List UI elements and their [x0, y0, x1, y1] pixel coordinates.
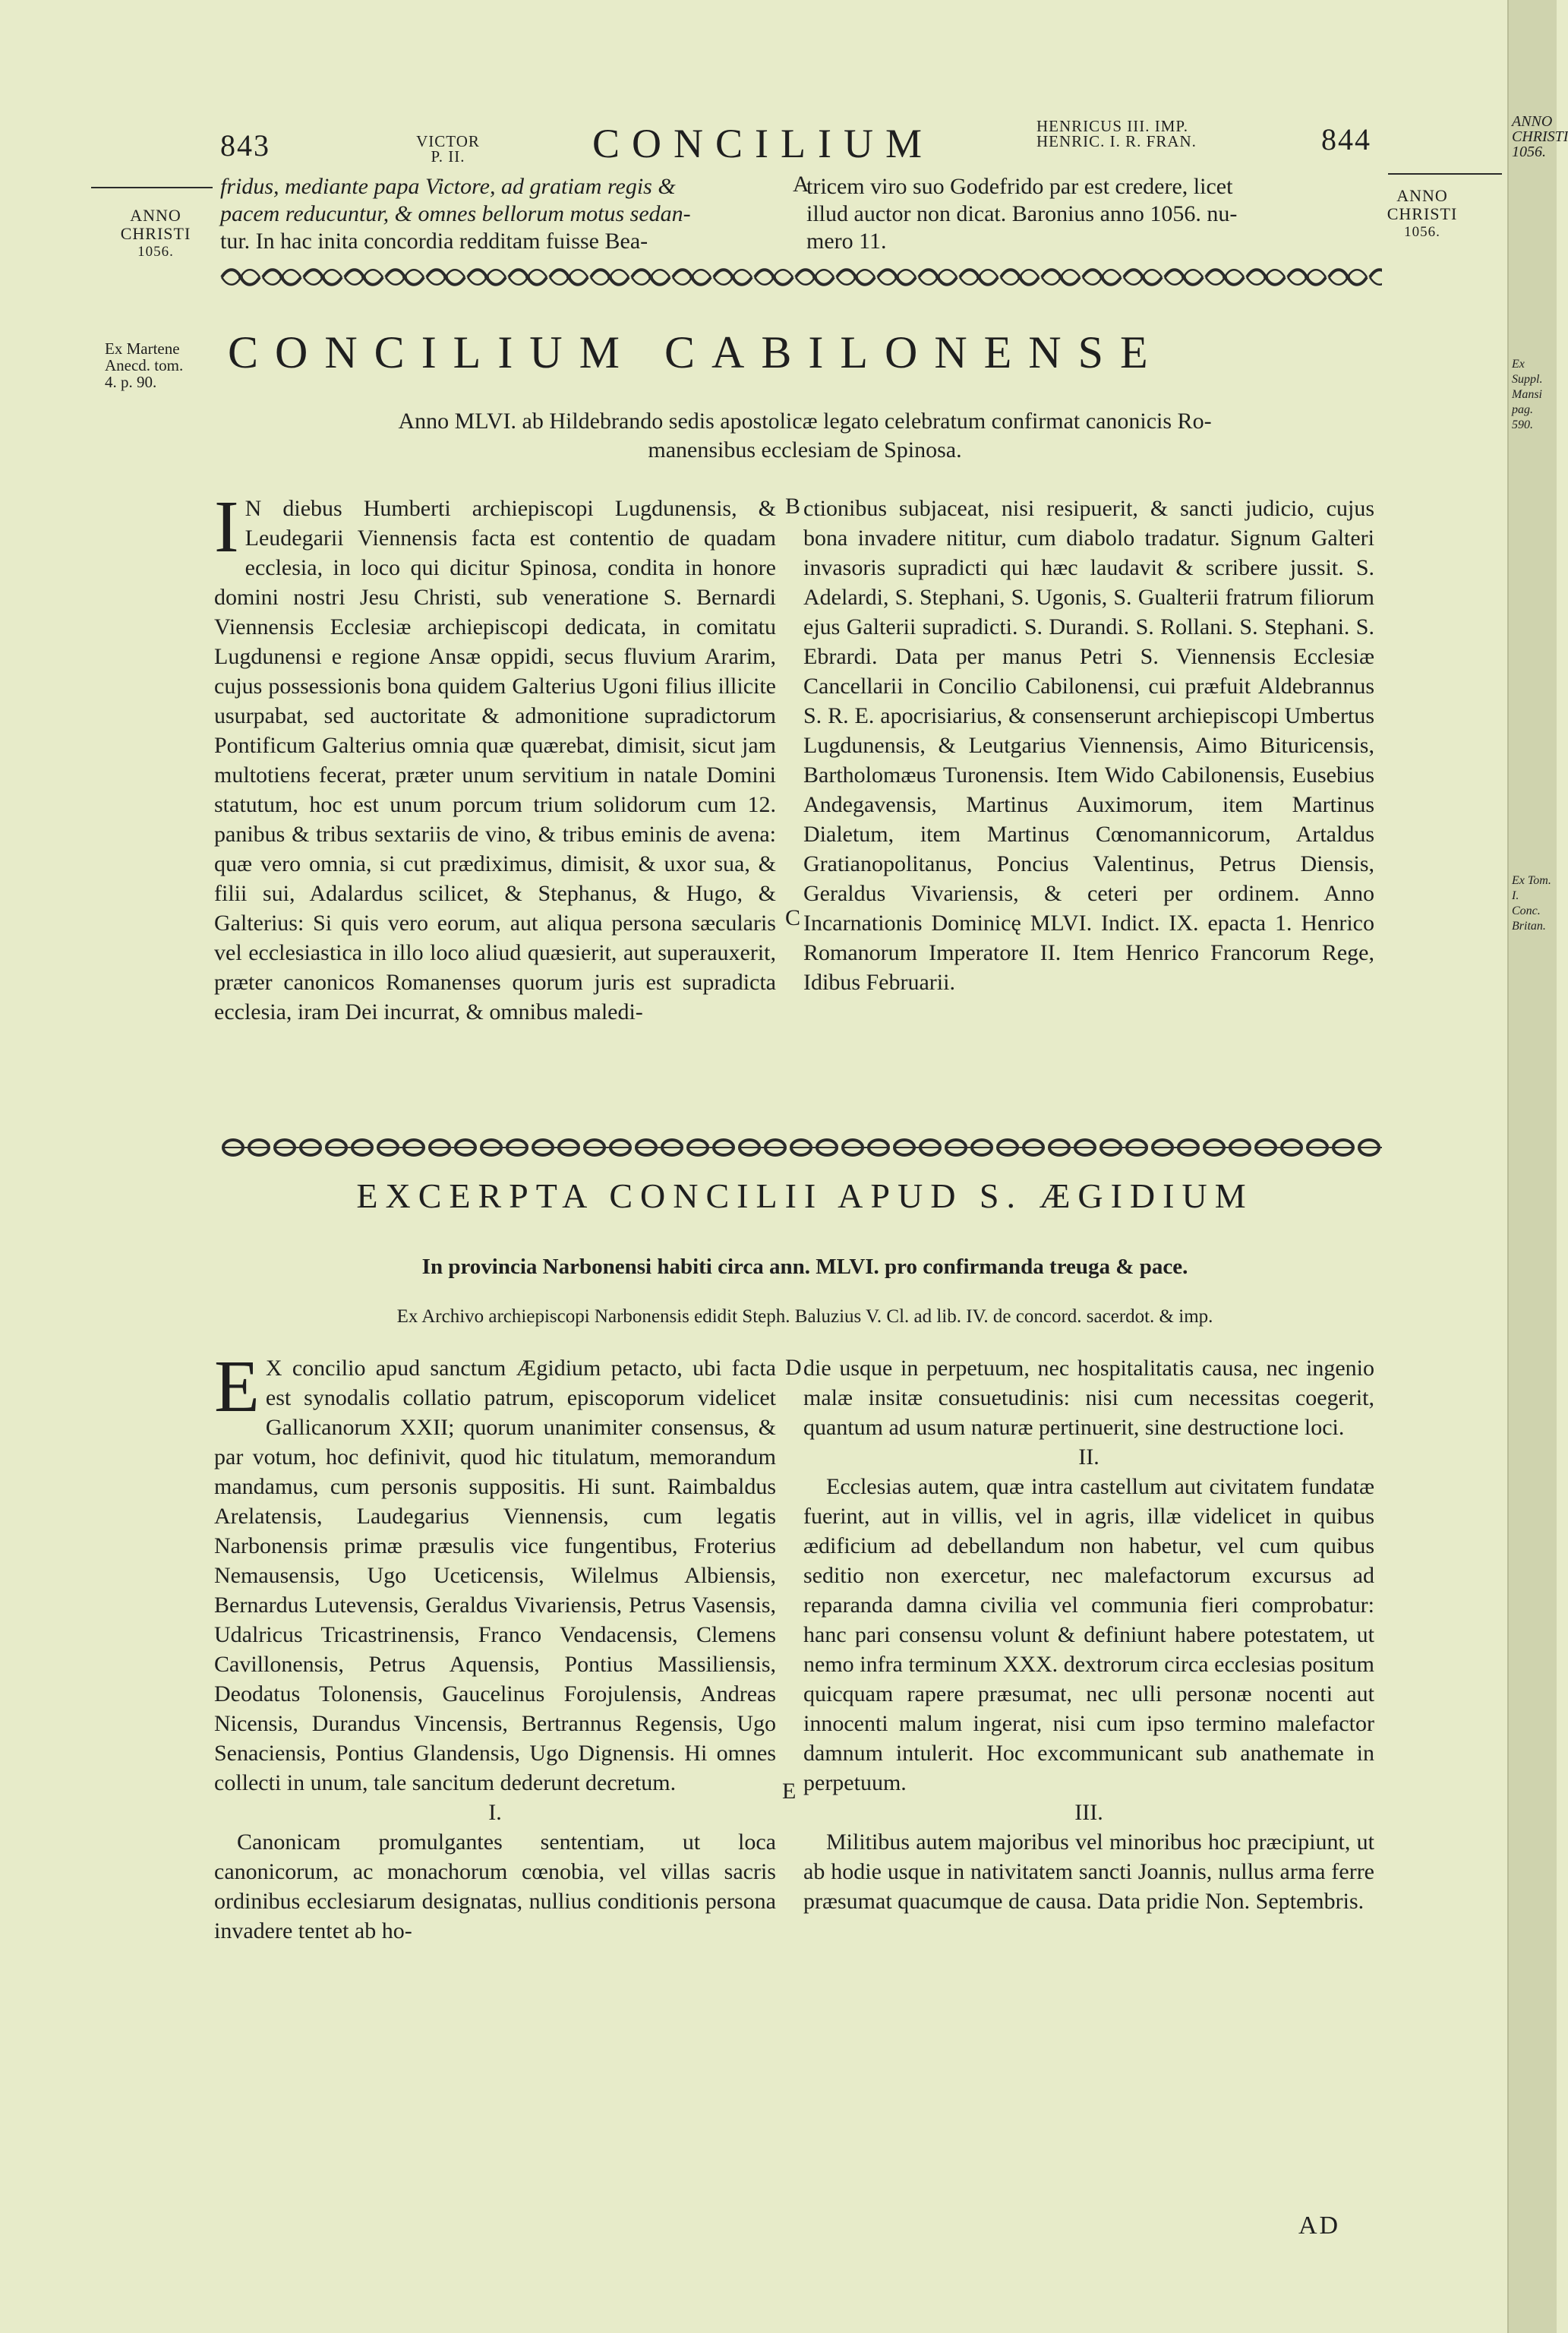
- continuation-line: tur. In hac inita concordia redditam fuisse Bea-: [220, 229, 648, 254]
- section-marker-b: B: [785, 494, 801, 519]
- note-line: Anecd. tom.: [105, 356, 184, 374]
- continuation-right: [806, 173, 1383, 255]
- anno-christi-left: [114, 207, 197, 261]
- facing-note-top: [1512, 357, 1557, 433]
- ornamental-band-top: [220, 266, 1382, 289]
- ornamental-band-middle: [220, 1136, 1382, 1159]
- cabilonense-right-column: [803, 494, 1374, 997]
- section-marker-c: C: [785, 905, 801, 930]
- facing-anno-line: ANNO: [1512, 113, 1553, 130]
- excerpta-left-column: [214, 1346, 776, 1946]
- facing-note-line: 590.: [1512, 418, 1533, 431]
- cabilonense-text-left: N diebus Humberti archiepiscopi Lugdunensis, & Leudegarii Viennensis facta est contentio de quadam ecclesia, in loco qui dicitur Spinosa, condita in honore domini nostri Jesu Christi, sub veneratione S. Bernardi Viennensis Ecclesiæ archiepiscopi dedicata, in comitatu Lugdunensi e regione Ansæ oppidi, secus fluvium Ararim, cujus possessionis bona quidem Galterius Ugoni filius illicite usurpabat, sed auctoritate & admonitione supradictorum Pontificum Galterius omnia quæ quærebat, dimisit, sicut jam multotiens fecerat, præter unum servitium in natale Domini statutum, hoc est unum porcum trium solidorum cum 12. panibus & tribus sextariis de vino, & tribus eminis de avena: quæ vero omnia, si cut prædiximus, dimisit, & uxor sua, & filii sui, Adalardus scilicet, & Stephanus, & Hugo, & Galterius: Si quis vero eorum, aut aliqua persona sæcularis vel ecclesiastica in illo loco aliud quæsierit, aut superauxerit, præter canonicos Romanenses quorum juris est supradicta ecclesia, iram Dei incurrat, & omnibus maledi-: [214, 496, 776, 1024]
- running-title: CONCILIUM: [592, 121, 934, 166]
- facing-note-middle: [1512, 873, 1557, 934]
- pope-header: [395, 134, 501, 164]
- christi-label: CHRISTI: [1387, 204, 1458, 223]
- section-marker-e: E: [782, 1779, 797, 1804]
- section-title-cabilonense: CONCILIUM CABILONENSE: [228, 327, 1165, 377]
- continuation-line: pacem reducuntur, & omnes bellorum motus sedan-: [220, 201, 691, 226]
- section-1-text: Canonicam promulgantes sententiam, ut loca canonicorum, ac monachorum cœnobia, vel villas sacris ordinibus ecclesiarum designatas, nullius conditionis persona invadere tentet ab ho-: [214, 1829, 776, 1943]
- note-line: Ex Martene: [105, 339, 180, 358]
- section-3-text: Militibus autem majoribus vel minoribus hoc præcipiunt, ut ab hodie usque in nativitatem sancti Joannis, nullus arma ferre præsumat quacumque de causa. Data pridie Non. Septembris.: [803, 1829, 1374, 1914]
- emperor-line-2: HENRIC. I. R. FRAN.: [1036, 132, 1197, 150]
- section-number-1: I.: [488, 1800, 502, 1825]
- facing-anno-christi: [1512, 114, 1568, 159]
- anno-christi-right: [1380, 187, 1464, 242]
- section-2-text: Ecclesias autem, quæ intra castellum aut civitatem fundatæ fuerint, aut in villis, vel in agris, illæ videlicet in quibus ædificium ad debellandum non habetur, vel cum quibus seditio non exercetur, nec malefactorum excursus ad reparanda damna civilia vel communia fieri comprobatur: hanc pari consensu volunt & definiunt habere potestatem, ut nemo infra terminum XXX. dextrorum circa ecclesias positum quicquam rapere præsumat, nec ulli personæ nocenti aut innocenti malum ingerat, nisi cum ipso termino malefactor damnum intulerit. Hoc excommunicant sub anathemate in perpetuum.: [803, 1474, 1374, 1795]
- facing-page-edge: [1507, 0, 1568, 2333]
- section-marker-a: A: [793, 172, 809, 197]
- pope-line-1: VICTOR: [416, 132, 480, 150]
- facing-note-line: Ex Suppl.: [1512, 358, 1543, 386]
- cabilonense-text-right: ctionibus subjaceat, nisi resipuerit, & sancti judicio, cujus bona invadere nititur, cum diabolo tradatur. Signum Galteri invasoris supradicti qui hæc laudavit & scribere jussit. S. Adelardi, S. Stephani, S. Ugonis, S. Gualterii fratrum filiorum ejus Galterii supradicti. S. Durandi. S. Rollani. S. Stephani. S. Ebrardi. Data per manus Petri S. Viennensis Ecclesiæ Cancellarii in Concilio Cabilonensi, cui præfuit Aldebrannus S. R. E. apocrisiarius, & consenserunt archiepiscopi Umbertus Lugdunensis, & Leutgarius Viennensis, Aimo Bituricensis, Bartholomæus Turonensis. Item Wido Cabilonensis, Eusebius Andegavensis, Martinus Auximorum, item Martinus Dialetum, item Martinus Cœnomannicorum, Artaldus Gratianopolitanus, Poncius Valentinus, Petrus Diensis, Geraldus Vivariensis, & ceteri per ordinem. Anno Incarnationis Dominicę MLVI. Indict. IX. epacta 1. Henrico Romanorum Imperatore II. Item Henrico Francorum Rege, Idibus Februarii.: [803, 496, 1374, 995]
- section-marker-d: D: [785, 1355, 802, 1380]
- margin-rule-right: [1388, 173, 1502, 175]
- continuation-left: [220, 173, 797, 255]
- drop-cap: I: [214, 486, 239, 568]
- drop-cap: E: [214, 1346, 260, 1428]
- page-number-right: 844: [1321, 122, 1371, 156]
- page-number-left: 843: [220, 128, 270, 163]
- section-title-excerpta: EXCERPTA CONCILII APUD S. ÆGIDIUM: [356, 1176, 1254, 1215]
- facing-anno-line: CHRISTI: [1512, 128, 1568, 145]
- christi-label: CHRISTI: [120, 224, 191, 243]
- excerpta-intro-text: X concilio apud sanctum Ægidium petacto, ubi facta est synodalis collatio patrum, episcoporum videlicet Gallicanorum XXII; quorum unanimiter consensus, & par votum, hoc definivit, quod hic titulatum, memorandum mandamus, cum personis suppositis. Hi sunt. Raimbaldus Arelatensis, Laudegarius Viennensis, cum legatis Narbonensis primæ præsulis vice fungentibus, Froterius Nemausensis, Ugo Uceticensis, Wilelmus Albiensis, Bernardus Lutevensis, Geraldus Vivariensis, Petrus Vasensis, Udalricus Tricastrinensis, Franco Vendacensis, Clemens Cavillonensis, Petrus Aquensis, Pontius Massiliensis, Deodatus Tolonensis, Gaucelinus Forojulensis, Andreas Nicensis, Durandus Vincensis, Bertrannus Regensis, Ugo Senaciensis, Pontius Glandensis, Ugo Dignensis. Hi omnes collecti in unum, tale sancitum dederunt decretum.: [214, 1356, 776, 1795]
- continuation-line: illud auctor non dicat. Baronius anno 1056. nu-: [806, 201, 1238, 226]
- facing-note-line: Mansi pag.: [1512, 388, 1542, 416]
- facing-note-line: Conc. Britan.: [1512, 904, 1546, 933]
- note-line: 4. p. 90.: [105, 373, 157, 391]
- cabilonense-subtitle: [228, 407, 1382, 465]
- continuation-line: mero 11.: [806, 229, 887, 254]
- source-note-martene: [105, 340, 183, 390]
- facing-anno-line: 1056.: [1512, 144, 1546, 160]
- section-number-2: II.: [1078, 1444, 1099, 1470]
- continuation-line: fridus, mediante papa Victore, ad gratiam regis &: [220, 174, 676, 199]
- excerpta-right-column: [803, 1353, 1374, 1916]
- year-label: 1056.: [137, 244, 174, 260]
- emperor-header: [1036, 118, 1226, 149]
- facing-note-line: Ex Tom. I.: [1512, 874, 1551, 902]
- anno-label: ANNO: [130, 206, 181, 225]
- anno-label: ANNO: [1396, 186, 1448, 205]
- subtitle-line: Anno MLVI. ab Hildebrando sedis apostolicæ legato celebratum confirmat canonicis Ro-: [398, 409, 1212, 434]
- cabilonense-left-column: [214, 486, 776, 1027]
- pope-line-2: P. II.: [431, 147, 465, 166]
- margin-rule-left: [91, 187, 213, 188]
- excerpta-source: Ex Archivo archiepiscopi Narbonensis edidit Steph. Baluzius V. Cl. ad lib. IV. de concord. sacerdot. & imp.: [396, 1306, 1213, 1327]
- subtitle-line: manensibus ecclesiam de Spinosa.: [648, 437, 962, 462]
- continuation-line: tricem viro suo Godefrido par est credere, licet: [806, 174, 1233, 199]
- excerpta-subtitle: In provincia Narbonensi habiti circa ann. MLVI. pro confirmanda treuga & pace.: [421, 1255, 1188, 1279]
- section-number-3: III.: [1074, 1800, 1103, 1825]
- catchword: AD: [1298, 2211, 1341, 2240]
- year-label: 1056.: [1404, 224, 1440, 240]
- emperor-line-1: HENRICUS III. IMP.: [1036, 117, 1189, 135]
- excerpta-continuation-text: die usque in perpetuum, nec hospitalitatis causa, nec ingenio malæ insitæ consuetudinis: nisi cum necessitas coegerit, quantum ad usum naturæ pertinuerit, sine destructione loci.: [803, 1356, 1374, 1440]
